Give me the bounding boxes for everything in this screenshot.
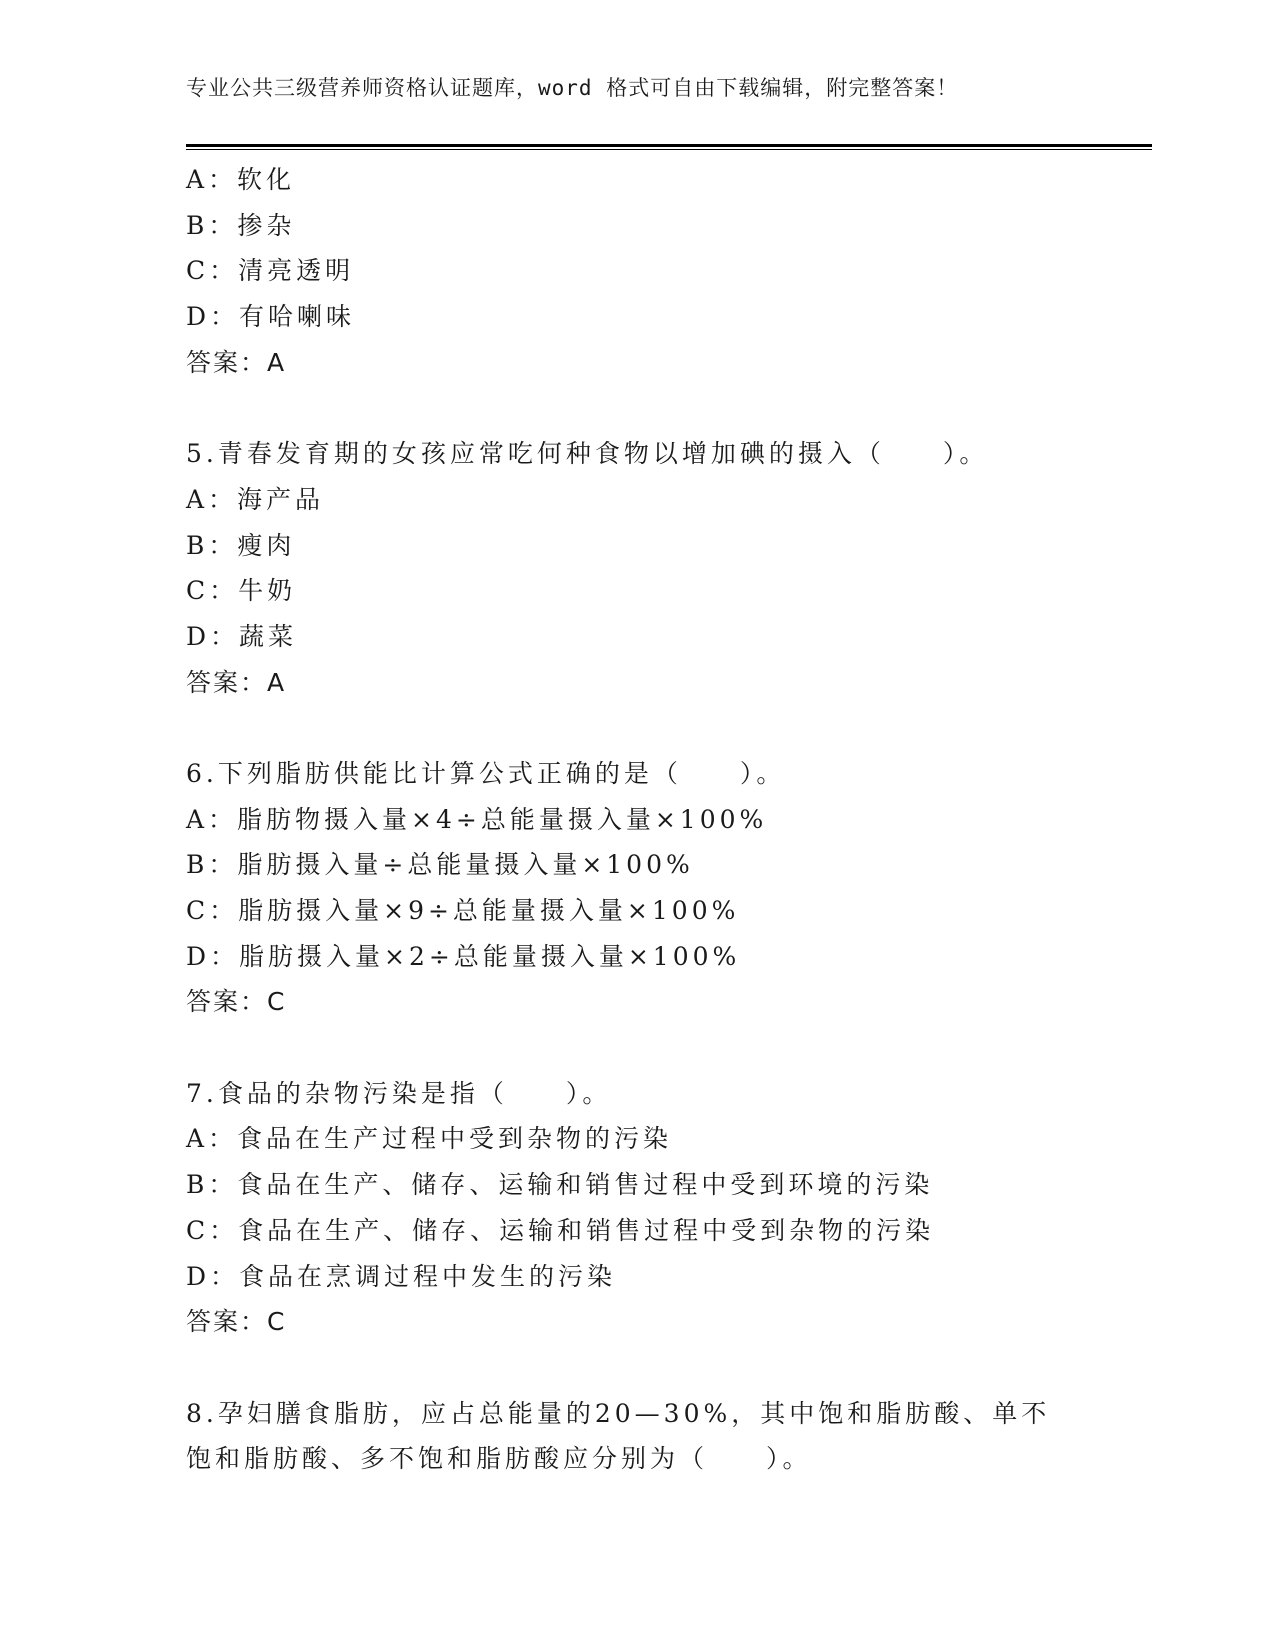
question-stem: 6.下列脂肪供能比计算公式正确的是（ ）。 [186, 758, 786, 788]
page-header: 专业公共三级营养师资格认证题库，word 格式可自由下载编辑，附完整答案！ [186, 76, 959, 100]
option-d: D：蔬菜 [186, 621, 298, 651]
option-a: A：软化 [186, 165, 296, 194]
option-a: A：脂肪物摄入量×4÷总能量摄入量×100% [186, 804, 768, 834]
question-content [186, 157, 1152, 1482]
option-b: B：脂肪摄入量÷总能量摄入量×100% [186, 850, 694, 880]
option-c: C：牛奶 [186, 576, 297, 606]
option-b: B：食品在生产、储存、运输和销售过程中受到环境的污染 [186, 1170, 934, 1200]
question-stem: 7.食品的杂物污染是指（ ）。 [186, 1078, 612, 1108]
header-rule-thick [186, 144, 1152, 147]
option-a: A：食品在生产过程中受到杂物的污染 [186, 1124, 673, 1154]
option-d: D：食品在烹调过程中发生的污染 [186, 1261, 617, 1291]
option-a: A：海产品 [186, 484, 325, 514]
answer-line: 答案：C [186, 987, 287, 1017]
answer-line: 答案：C [186, 1307, 287, 1337]
answer-line: 答案：A [186, 667, 287, 697]
option-c: C：清亮透明 [186, 256, 355, 286]
answer-line: 答案：A [186, 347, 287, 377]
option-c: C：食品在生产、储存、运输和销售过程中受到杂物的污染 [186, 1215, 935, 1245]
option-c: C：脂肪摄入量×9÷总能量摄入量×100% [186, 896, 740, 925]
option-d: D：有哈喇味 [186, 302, 356, 332]
question-stem: 5.青春发育期的女孩应常吃何种食物以增加碘的摄入（ ）。 [186, 439, 989, 469]
question-stem: 8.孕妇膳食脂肪，应占总能量的20—30%，其中饱和脂肪酸、单不饱和脂肪酸、多不饱和脂肪酸应分别为（ ）。 [186, 1398, 1051, 1474]
header-rule-thin [186, 149, 1152, 150]
option-b: B：瘦肉 [186, 530, 296, 560]
option-d: D：脂肪摄入量×2÷总能量摄入量×100% [186, 941, 741, 971]
option-b: B：掺杂 [186, 210, 296, 240]
